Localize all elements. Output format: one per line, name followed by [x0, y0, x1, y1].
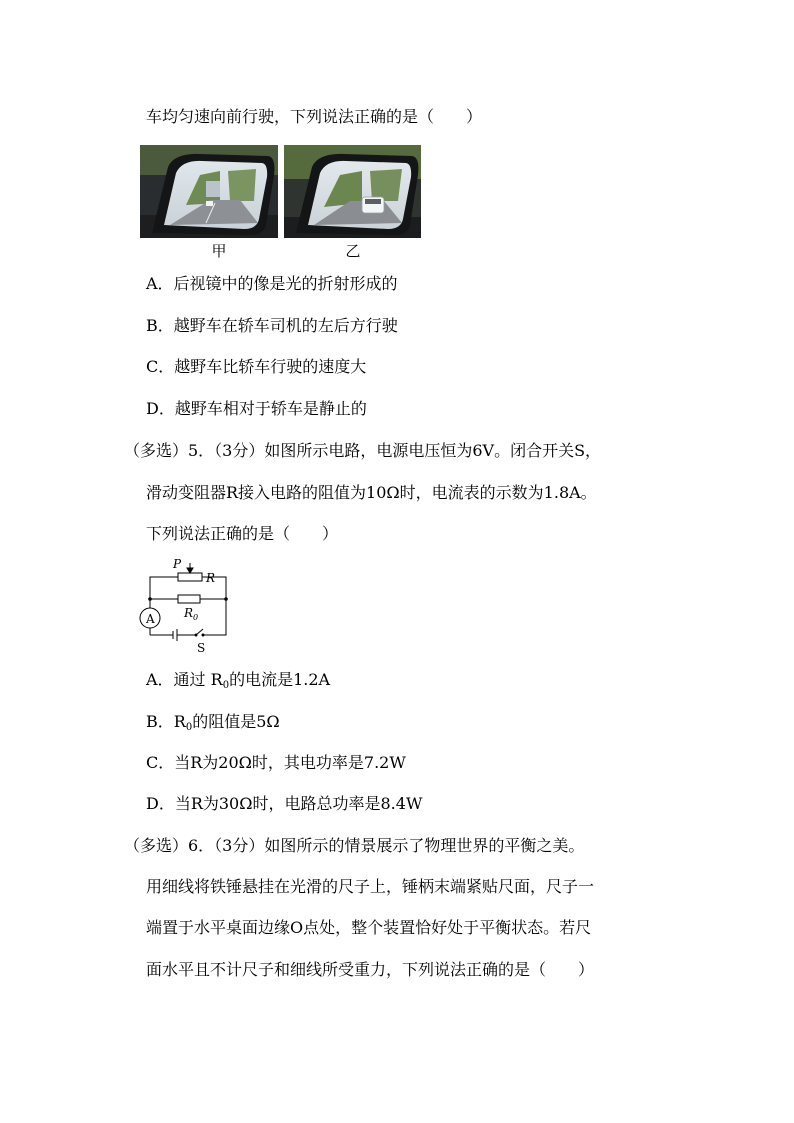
circuit-diagram	[132, 555, 242, 655]
caption-jia: 甲	[211, 242, 227, 260]
ammeter-label: A	[146, 612, 155, 626]
q5-option-c: C．当R为20Ω时，其电功率是7.2W	[146, 753, 406, 772]
q4-option-a: A．后视镜中的像是光的折射形成的	[146, 274, 398, 293]
q4-stem-tail: 车均匀速向前行驶，下列说法正确的是（ ）	[146, 107, 483, 126]
q6-stem-line2: 用细线将铁锤悬挂在光滑的尺子上，锤柄末端紧贴尺面，尺子一	[146, 877, 595, 896]
q4-option-d: D．越野车相对于轿车是静止的	[146, 399, 367, 418]
caption-yi: 乙	[345, 242, 361, 260]
q4-option-b: B．越野车在轿车司机的左后方行驶	[146, 316, 398, 335]
switch-s-label: S	[197, 641, 206, 655]
q5-stem-line3: 下列说法正确的是（ ）	[146, 524, 339, 543]
q6-stem-line4: 面水平且不计尺子和细线所受重力，下列说法正确的是（ ）	[146, 960, 595, 979]
q5-option-a: A．通过 $R_0$的电流是1.2A	[146, 670, 331, 691]
q5-option-d: D．当R为30Ω时，电路总功率是8.4W	[146, 794, 423, 813]
mirror-photo-jia	[140, 145, 278, 238]
q6-stem-line1: （多选）6．（3分）如图所示的情景展示了物理世界的平衡之美。	[124, 836, 585, 855]
resistor-r0-label: $R_0$	[184, 606, 199, 622]
q4-option-c: C．越野车比轿车行驶的速度大	[146, 357, 367, 376]
q6-stem-line3: 端置于水平桌面边缘O点处，整个装置恰好处于平衡状态。若尺	[146, 918, 592, 937]
mirror-photo-yi	[284, 145, 421, 238]
q5-option-b: B．$R_0$的阻值是5Ω	[146, 712, 280, 733]
resistor-r-label: R	[206, 571, 216, 585]
q5-stem-line2: 滑动变阻器R接入电路的阻值为10Ω时，电流表的示数为1.8A。	[146, 483, 597, 502]
q5-stem-line1: （多选）5．（3分）如图所示电路，电源电压恒为6V。闭合开关S，	[124, 441, 602, 460]
slider-p-label: P	[173, 557, 182, 571]
